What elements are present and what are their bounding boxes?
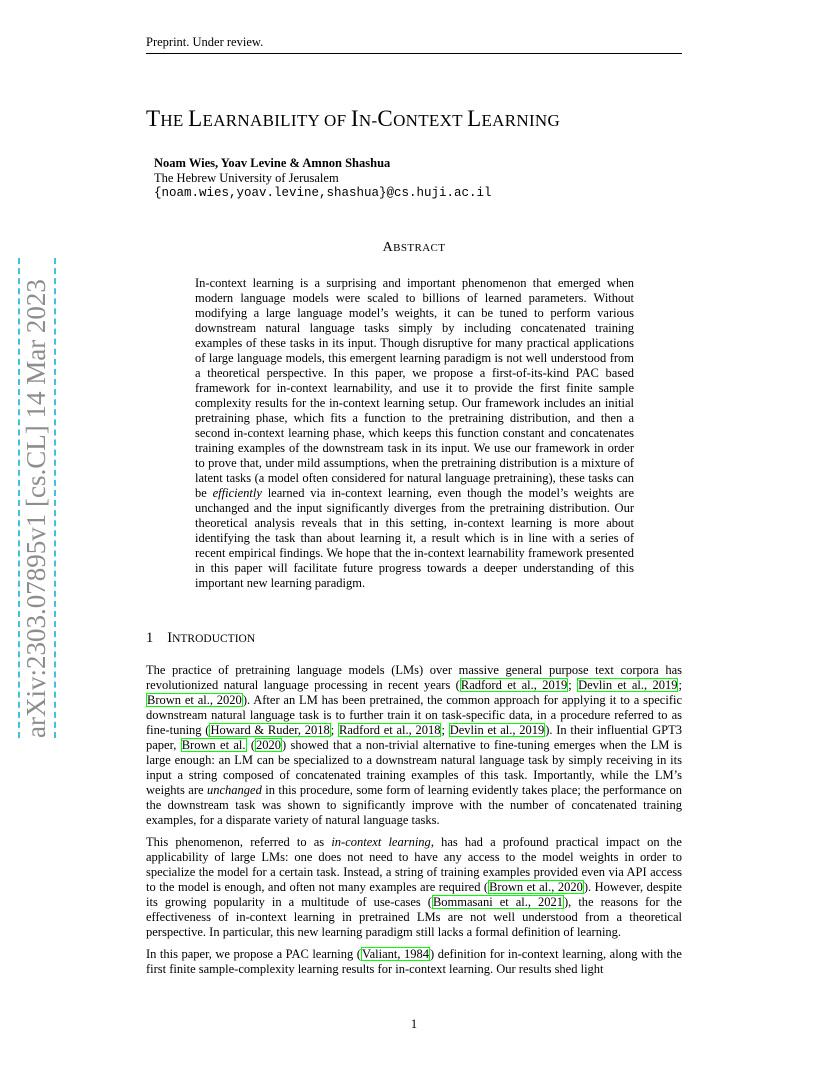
citation-link[interactable]: Bommasani et al., 2021 <box>432 895 564 909</box>
abstract-emphasis: efficiently <box>212 486 262 500</box>
title-smallcaps-text: N- <box>358 111 378 130</box>
citation-link[interactable]: Valiant, 1984 <box>361 947 430 961</box>
arxiv-stamp[interactable] <box>16 258 56 738</box>
arxiv-stamp-border-right <box>54 258 56 738</box>
body-text-run: ; <box>330 723 339 737</box>
page-number: 1 <box>410 1017 418 1031</box>
section-number: 1 <box>146 630 154 646</box>
title-cap-letter: C <box>377 106 394 131</box>
body-text-run: ) definition for in-context learning, along with the first finite sample-complexity learning results for in-context learning. Our results shed light <box>146 947 682 976</box>
body-text-run: ). However, despite its growing popularity in a multitude of use-cases ( <box>146 880 682 909</box>
arxiv-stamp-text: arXiv:2303.07895v1 [cs.CL] 14 Mar 2023 <box>21 279 51 738</box>
abstract-body <box>195 276 634 591</box>
affiliation: The Hebrew University of Jerusalem <box>154 171 339 185</box>
citation-link[interactable]: Brown et al., 2020 <box>489 880 583 894</box>
body-text-run: ( <box>246 738 256 752</box>
body-text-run: This phenomenon, referred to as <box>146 835 332 849</box>
body-text-run: In this paper, we propose a PAC learning ( <box>146 947 361 961</box>
body-text-run: ). In their influential GPT3 paper, <box>146 723 682 752</box>
citation-link[interactable]: Devlin et al., 2019 <box>578 678 678 692</box>
abstract-heading <box>0 240 828 256</box>
citation-link[interactable]: Brown et al. <box>181 738 246 752</box>
introduction-body <box>146 663 682 984</box>
body-text-run: ) showed that a non-trivial alternative to fine-tuning emerges when the LM is large enough: an LM can be specialized to a downstream natural language task by simply receiving in its input a string composed of concatenated training examples of this task. Importantly, while the LM’s weights are <box>146 738 683 797</box>
title-smallcaps-text: HE <box>160 111 189 130</box>
title-cap-letter: L <box>467 106 482 131</box>
title-smallcaps-text: EARNING <box>481 111 561 130</box>
citation-link[interactable]: Radford et al., 2019 <box>460 678 568 692</box>
abstract-text-part2: learned via in-context learning, even though the model’s weights are unchanged and the input significantly diverges from the pretraining distribution. Our theoretical analysis reveals that in this setting, in-context learning is more about identifying the task than about learning it, a result which is in line with a series of recent empirical findings. We hope that the in-context learnability framework presented in this paper will facilitate future progress towards a deeper understanding of this important new learning paradigm. <box>195 486 634 590</box>
running-header: Preprint. Under review. <box>146 35 264 49</box>
title-smallcaps-text: EARNABILITY OF <box>202 111 351 130</box>
body-text-run: , has had a profound practical impact on the applicability of large LMs: one does not need to have any access to the model weights in order to specialize the model for a certain task. Instead, a string of training examples provided even via API access to the model is enough, and often not many examples are required ( <box>146 835 682 894</box>
body-paragraph <box>146 835 682 940</box>
body-text-run: The practice of pretraining language models (LMs) over massive general purpose text corpora has revolutionized natural language processing in recent years ( <box>146 663 682 692</box>
citation-link[interactable]: 2020 <box>256 738 282 752</box>
citation-link[interactable]: Radford et al., 2018 <box>339 723 441 737</box>
author-emails: {noam.wies,yoav.levine,shashua}@cs.huji.ac.il <box>154 186 492 200</box>
abstract-text-part1: In-context learning is a surprising and important phenomenon that emerged when modern language models were scaled to billions of learned parameters. Without modifying a large language model’s weights, it can be tuned to perform various downstream natural language tasks simply by including concatenated training examples of these tasks in its input. Though disruptive for many practical applications of large language models, this emergent learning paradigm is not well understood from a theoretical perspective. In this paper, we propose a first-of-its-kind PAC based framework for in-context learnability, and use it to provide the first finite sample complexity results for the in-context learning setup. Our framework includes an initial pretraining phase, which fits a function to the pretraining distribution, and then a second in-context learning phase, which keeps this function constant and concatenates training examples of the downstream task in its input. We use our framework in order to prove that, under mild assumptions, when the pretraining distribution is a mixture of latent tasks (a model often considered for natural language pretraining), these tasks can be <box>195 276 634 500</box>
body-text-run: ; <box>678 678 682 692</box>
abstract-heading-rest: BSTRACT <box>393 242 446 254</box>
body-text-run: ), the reasons for the effectiveness of in-context learning in pretrained LMs are not well understood from a theoretical perspective. In particular, this new learning paradigm still lacks a formal definition of learning. <box>146 895 682 939</box>
arxiv-stamp-border-left <box>18 258 20 738</box>
title-cap-letter: I <box>350 106 359 131</box>
author-list: Noam Wies, Yoav Levine & Amnon Shashua <box>154 156 391 170</box>
citation-link[interactable]: Brown et al., 2020 <box>147 693 242 707</box>
body-text-run: ; <box>568 678 578 692</box>
section-heading-introduction <box>146 630 255 647</box>
body-paragraph <box>146 663 682 828</box>
citation-link[interactable]: Devlin et al., 2019 <box>449 723 545 737</box>
section-title-rest: NTRODUCTION <box>172 633 256 645</box>
emphasis-text: unchanged <box>206 783 262 797</box>
abstract-heading-cap: A <box>382 240 394 255</box>
title-cap-letter: L <box>188 106 203 131</box>
paper-title <box>146 106 560 132</box>
title-smallcaps-text: ONTEXT <box>393 111 468 130</box>
citation-link[interactable]: Howard & Ruder, 2018 <box>210 723 330 737</box>
body-text-run: ; <box>441 723 449 737</box>
header-rule <box>146 53 682 54</box>
body-text-run: ). After an LM has been pretrained, the common approach for applying it to a specific downstream natural language task is to further train it on task-specific data, in a procedure referred to as fine-tuning ( <box>146 693 683 737</box>
body-paragraph <box>146 947 682 977</box>
emphasis-text: in-context learning <box>331 835 431 849</box>
section-title-cap: I <box>167 630 173 646</box>
title-cap-letter: T <box>146 106 161 131</box>
body-text-run: in this procedure, some form of learning evidently takes place; the performance on the downstream task was shown to significantly improve with the number of concatenated training examples, for a disparate variety of natural language tasks. <box>146 783 682 827</box>
